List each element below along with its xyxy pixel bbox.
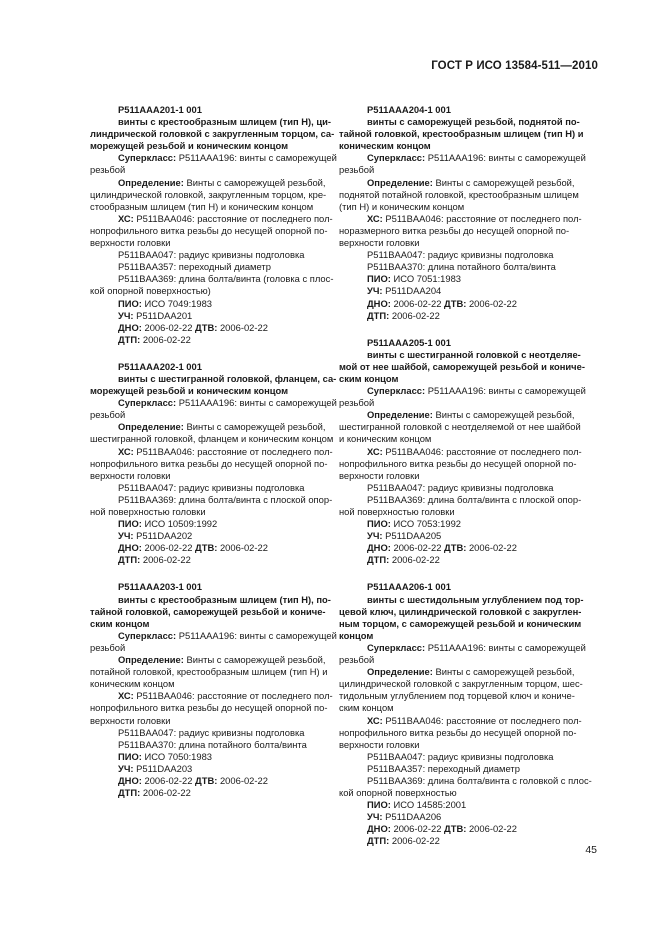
page-number: 45 [585,844,597,856]
right-column [339,104,592,863]
dno-label: ДНО: [367,542,391,554]
dtp-value: 2006-02-22 [140,787,191,799]
uch-label: УЧ: [118,309,134,321]
pio-value: ИСО 7051:1983 [390,273,462,285]
dtv-value: 2006-02-22 [466,297,517,309]
definition-text: шестигранной головкой с неотделяемой от нее шайбой [339,421,581,433]
dtv-label: ДТВ: [444,823,467,835]
entry-title-line: концом [339,629,374,641]
dtv-label: ДТВ: [444,542,467,554]
property-line: P511BAA369: длина болта/винта (головка с плос- [118,273,334,285]
pio-value: ИСО 14585:2001 [390,799,467,811]
dtp-value: 2006-02-22 [140,333,191,345]
dno-value: 2006-02-22 [141,542,196,554]
xc-text: верхности головки [90,237,171,249]
dtp-line [339,835,572,847]
entry-title-line: ным торцом, с саморежущей резьбой и коническим [339,617,582,629]
pio-line [339,273,572,285]
pio-line [339,518,572,530]
superclass-text: P511AAA196: винты с саморежущей [425,641,586,653]
dno-dtv-line [90,322,323,334]
definition-line [90,678,323,690]
dno-label: ДНО: [118,774,142,786]
definition-text: цилиндрической головкой с закругленным торцом, шес- [339,678,583,690]
uch-value: P511DAA203 [133,762,193,774]
uch-line [339,285,572,297]
property-line: P511BAA047: радиус кривизны подголовка [367,481,554,493]
property-line: P511BAA047: радиус кривизны подголовка [367,249,554,261]
xc-line [339,212,582,225]
xc-text: верхности головки [339,469,420,481]
pio-label: ПИО: [118,518,142,530]
property-line: P511BAA047: радиус кривизны подголовка [367,750,554,762]
xc-text: норазмерного витка резьбы до несущей опорной по- [339,224,570,236]
term-entry [90,104,337,346]
xc-text: нопрофильного витка резьбы до несущей опорной по- [339,457,577,469]
definition-line [90,433,334,445]
property-line-tail: ной поверхностью головки [90,506,206,517]
dtp-line [90,554,323,566]
property-line-tail: ной поверхностью головки [339,506,455,517]
uch-value: P511DAA201 [133,309,193,321]
property-line: P511BAA357: переходный диаметр [118,261,271,273]
superclass-label: Суперкласс: [367,152,426,164]
superclass-text: резьбой [339,164,375,176]
xc-text: нопрофильного витка резьбы до несущей опорной по- [90,224,328,236]
dno-dtv-line [339,542,572,554]
xc-line [339,714,582,727]
definition-text: Винты с саморежущей резьбой, [432,176,575,188]
dtp-value: 2006-02-22 [389,309,440,321]
xc-text: верхности головки [90,469,171,481]
definition-line [90,176,326,189]
definition-line [90,654,326,666]
superclass-text: P511AAA196: винты с саморежущей [176,152,337,164]
dno-value: 2006-02-22 [141,774,196,786]
xc-text: верхности головки [339,237,420,249]
dtp-line [339,310,572,322]
dtv-value: 2006-02-22 [217,774,268,786]
superclass-text: резьбой [339,654,375,666]
xc-line [339,739,572,751]
definition-text: потайной головкой, крестообразным шлицем (тип Н) и [90,666,328,678]
xc-line [339,225,572,237]
entry-code: P511AAA201-1 001 [118,104,202,115]
dtp-label: ДТП: [367,835,390,847]
superclass-label: Суперкласс: [367,641,426,653]
definition-text: и коническим концом [339,433,432,445]
xc-line [339,445,582,458]
entry-code: P511AAA205-1 001 [367,336,451,348]
definition-text: ским концом [339,702,394,714]
entry-title-line: винты с саморежущей резьбой, поднятой по- [367,116,580,128]
dtv-label: ДТВ: [195,321,218,333]
uch-label: УЧ: [367,285,383,297]
xc-line [339,237,572,249]
uch-value: P511DAA204 [382,285,442,297]
term-entry [90,581,337,799]
entry-title-line: винты с крестообразным шлицем (тип Н), ци- [118,116,331,128]
dtv-value: 2006-02-22 [217,321,268,333]
uch-line [339,811,572,823]
uch-label: УЧ: [367,530,383,542]
superclass-text: резьбой [90,641,126,653]
superclass-text: P511AAA196: винты с саморежущей [425,152,586,164]
dtp-label: ДТП: [367,309,390,321]
xc-text: нопрофильного витка резьбы до несущей опорной по- [339,726,577,738]
definition-text: Винты с саморежущей резьбой, [432,409,575,421]
definition-line [339,421,581,433]
dno-value: 2006-02-22 [390,823,445,835]
entry-title-line: винты с крестообразным шлицем (тип Н), по- [118,593,331,605]
dno-dtv-line [339,298,572,310]
superclass-line [339,641,586,654]
xc-line [90,702,328,714]
dtp-value: 2006-02-22 [389,554,440,566]
dtp-line [339,554,572,566]
entry-title-line: ским концом [339,372,399,384]
dtv-label: ДТВ: [444,297,467,309]
xc-text: верхности головки [339,738,420,750]
dtv-value: 2006-02-22 [466,542,517,554]
dno-dtv-line [90,775,323,787]
uch-label: УЧ: [367,811,383,823]
superclass-line [90,642,323,654]
entry-code: P511AAA204-1 001 [367,104,451,115]
definition-label: Определение: [118,654,184,666]
definition-line [339,433,572,445]
property-line: P511BAA369: длина болта/винта с головкой с плос- [367,774,592,786]
pio-line [339,799,572,811]
superclass-text: резьбой [339,397,375,409]
property-line: P511BAA047: радиус кривизны подголовка [118,249,305,261]
pio-value: ИСО 7053:1992 [390,518,462,530]
definition-text: поднятой потайной головкой, крестообразным шлицем [339,188,579,200]
xc-label: ХС: [367,445,383,457]
definition-line [90,421,326,433]
superclass-line [339,397,572,409]
definition-text: тидольным углублением под торцевой ключ и кониче- [339,690,575,702]
xc-label: ХС: [118,445,134,457]
definition-line [339,678,583,690]
pio-label: ПИО: [118,750,142,762]
entry-title-line: коническим концом [339,140,431,152]
dno-dtv-line [339,823,572,835]
xc-line [90,224,328,237]
superclass-label: Суперкласс: [118,152,177,164]
entry-code: P511AAA202-1 001 [118,360,202,372]
xc-text: P511BAA046: расстояние от последнего пол- [133,445,333,457]
superclass-line [339,654,572,666]
term-entry [339,336,586,567]
xc-line [339,457,577,470]
entry-title-line: морежущей резьбой и коническим концом [90,385,289,397]
superclass-line [339,385,586,397]
pio-label: ПИО: [367,799,391,811]
entry-title-line: мой от нее шайбой, саморежущей резьбой и кониче- [339,360,585,372]
definition-label: Определение: [118,421,184,433]
dtp-label: ДТП: [118,787,141,799]
xc-text: P511BAA046: расстояние от последнего пол- [382,445,582,457]
dno-label: ДНО: [367,823,391,835]
superclass-label: Суперкласс: [118,629,177,641]
definition-text: Винты с саморежущей резьбой, [432,666,575,678]
dno-value: 2006-02-22 [141,321,196,333]
entry-title-line: линдрической головкой с закругленным торцом, са- [90,128,335,140]
dno-value: 2006-02-22 [390,542,445,554]
property-line-tail: кой опорной поверхностью [339,787,457,799]
superclass-text: P511AAA196: винты с саморежущей [176,629,337,641]
xc-line [339,470,572,482]
pio-line [90,518,323,530]
uch-value: P511DAA202 [133,530,193,542]
dtv-label: ДТВ: [195,542,218,554]
entry-title-line: винты с шестидольным углублением под тор- [367,593,584,605]
definition-line [90,666,328,678]
definition-line [339,690,575,702]
xc-line [90,470,323,482]
superclass-line [90,397,337,409]
definition-label: Определение: [367,176,433,188]
property-line-tail: кой опорной поверхностью) [90,285,211,297]
definition-line [339,188,579,201]
pio-value: ИСО 7049:1983 [141,297,213,309]
superclass-text: резьбой [90,409,126,421]
document-header: ГОСТ Р ИСО 13584-511—2010 [431,60,598,72]
dtp-line [90,334,323,346]
uch-value: P511DAA206 [382,811,442,823]
pio-label: ПИО: [367,273,391,285]
dtp-value: 2006-02-22 [389,835,440,847]
entry-title-line: тайной головкой, саморежущей резьбой и кониче- [90,605,326,617]
dtp-label: ДТП: [118,333,141,345]
xc-line [90,237,323,249]
xc-text: верхности головки [90,714,171,726]
superclass-line [339,152,586,164]
pio-label: ПИО: [118,297,142,309]
definition-text: Винты с саморежущей резьбой, [183,654,326,666]
definition-line [339,666,575,678]
dtp-line [90,787,323,799]
definition-line [90,201,323,213]
dtv-value: 2006-02-22 [466,823,517,835]
term-entry [90,360,337,567]
definition-line [339,176,575,189]
dtp-label: ДТП: [367,554,390,566]
entry-title-line: ским концом [90,617,150,629]
xc-text: P511BAA046: расстояние от последнего пол- [382,714,582,726]
property-line: P511BAA370: длина потайного болта/винта [118,738,307,750]
uch-label: УЧ: [118,762,134,774]
pio-value: ИСО 10509:1992 [141,518,218,530]
dtp-value: 2006-02-22 [140,554,191,566]
entry-code: P511AAA203-1 001 [118,581,202,593]
superclass-line [90,409,323,421]
definition-line [339,201,572,213]
dno-value: 2006-02-22 [390,297,445,309]
property-line: P511BAA047: радиус кривизны подголовка [118,481,305,493]
dno-dtv-line [90,542,323,554]
xc-label: ХС: [118,690,134,702]
term-entry [339,104,586,322]
entry-title-line: тайной головкой, крестообразным шлицем (тип Н) и [339,128,584,140]
xc-text: P511BAA046: расстояние от последнего пол- [382,212,582,224]
dtp-label: ДТП: [118,554,141,566]
xc-line [90,457,328,470]
xc-line [339,726,577,739]
uch-label: УЧ: [118,530,134,542]
definition-text: цилиндрической головкой, закругленным торцом, кре- [90,188,327,200]
uch-line [339,530,572,542]
definition-label: Определение: [367,666,433,678]
uch-line [90,310,323,322]
xc-text: P511BAA046: расстояние от последнего пол- [133,212,333,224]
xc-text: P511BAA046: расстояние от последнего пол- [133,690,333,702]
superclass-line [339,164,572,176]
uch-value: P511DAA205 [382,530,442,542]
entry-title-line: морежущей резьбой и коническим концом [90,140,289,152]
uch-line [90,763,323,775]
property-line: P511BAA047: радиус кривизны подголовка [118,726,305,738]
xc-label: ХС: [367,212,383,224]
definition-text: (тип Н) и коническим концом [339,200,465,212]
xc-label: ХС: [367,714,383,726]
property-line: P511BAA369: длина болта/винта с плоской опор- [367,493,582,505]
dno-label: ДНО: [118,542,142,554]
entry-title-line: винты с шестигранной головкой, фланцем, са- [118,372,337,384]
dno-label: ДНО: [118,321,142,333]
pio-value: ИСО 7050:1983 [141,750,213,762]
definition-line [90,188,327,201]
xc-text: нопрофильного витка резьбы до несущей опорной по- [90,702,328,714]
uch-line [90,530,323,542]
entry-title-line: винты с шестигранной головкой с неотделяе- [367,348,581,360]
superclass-line [90,152,337,164]
dtv-label: ДТВ: [195,774,218,786]
superclass-label: Суперкласс: [118,397,177,409]
definition-line [339,702,572,714]
xc-line [90,212,333,225]
xc-line [90,715,323,727]
definition-label: Определение: [367,409,433,421]
xc-line [90,690,333,702]
xc-label: ХС: [118,212,134,224]
dno-label: ДНО: [367,297,391,309]
superclass-text: P511AAA196: винты с саморежущей [176,397,337,409]
pio-line [90,298,323,310]
property-line: P511BAA369: длина болта/винта с плоской опор- [118,493,333,505]
pio-line [90,751,323,763]
property-line: P511BAA370: длина потайного болта/винта [367,261,556,273]
pio-label: ПИО: [367,518,391,530]
superclass-text: резьбой [90,164,126,176]
definition-text: Винты с саморежущей резьбой, [183,421,326,433]
term-entry [339,581,592,847]
definition-label: Определение: [118,176,184,188]
definition-line [339,409,575,421]
property-line: P511BAA357: переходный диаметр [367,762,520,774]
superclass-line [90,164,323,176]
xc-line [90,445,333,458]
definition-text: Винты с саморежущей резьбой, [183,176,326,188]
left-column [90,104,337,814]
definition-text: шестигранной головкой, фланцем и коническим концом [90,433,334,445]
superclass-text: P511AAA196: винты с саморежущей [425,385,586,397]
entry-code: P511AAA206-1 001 [367,581,451,593]
definition-text: коническим концом [90,678,175,690]
entry-title-line: цевой ключ, цилиндрической головкой с закруглен- [339,605,582,617]
xc-text: нопрофильного витка резьбы до несущей опорной по- [90,457,328,469]
dtv-value: 2006-02-22 [217,542,268,554]
superclass-label: Суперкласс: [367,385,426,397]
definition-text: стообразным шлицем (тип Н) и коническим концом [90,200,314,212]
superclass-line [90,629,337,642]
